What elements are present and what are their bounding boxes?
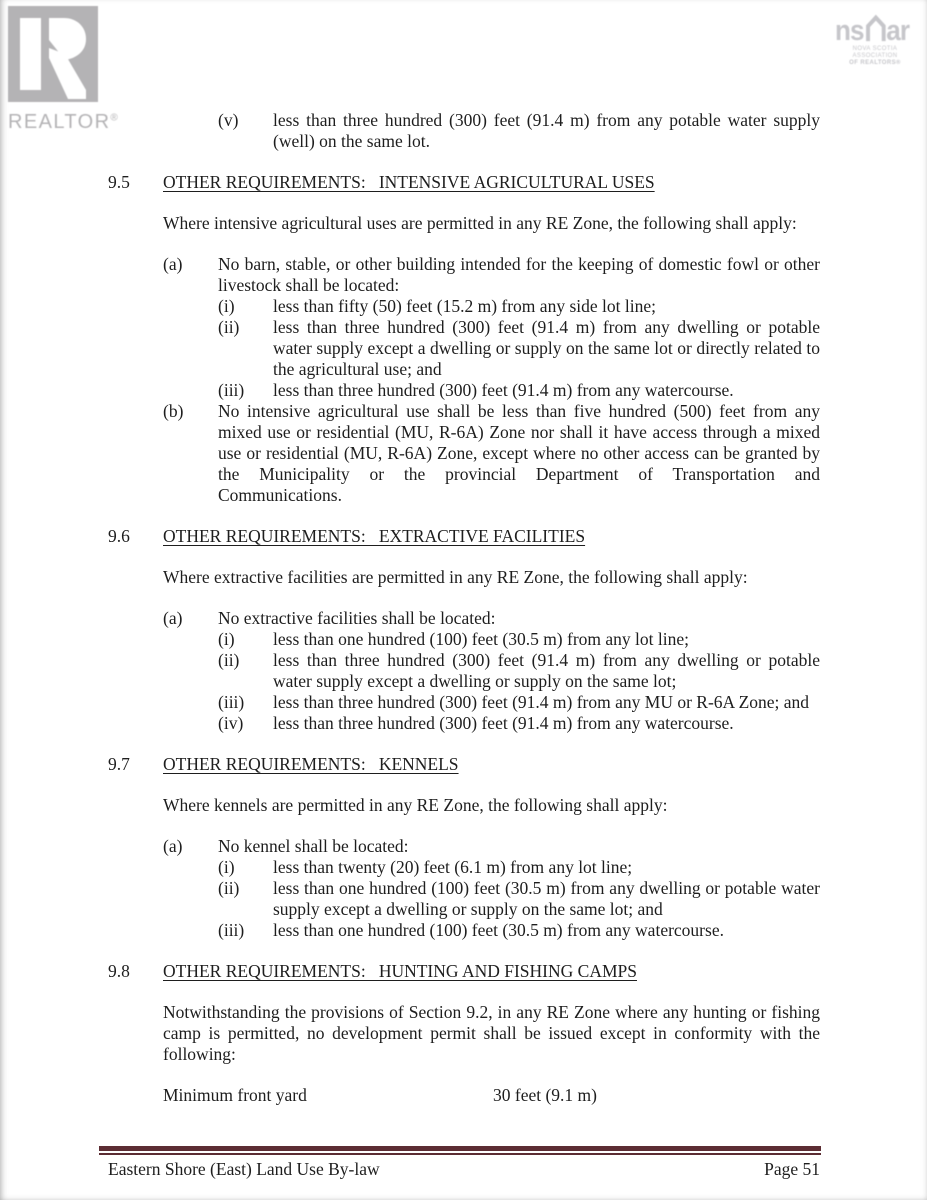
section-9-5 [108,172,820,506]
section-title: OTHER REQUIREMENTS: INTENSIVE AGRICULTURAL USES [163,172,655,192]
nsar-tagline-line2: OF REALTORS® [849,60,901,66]
section-title: OTHER REQUIREMENTS: EXTRACTIVE FACILITIES [163,526,586,546]
house-icon [868,18,884,42]
list-subitem-i [218,629,820,650]
list-subitem-i [218,296,820,317]
list-subitem-ii [218,317,820,380]
subitem-text: less than three hundred (300) feet (91.4 m) from any dwelling or potable water supply except a dwelling or supply on the same lot or directly related to the agricultural use; and [273,317,820,379]
realtor-wordmark [8,111,118,134]
list-item-b [163,401,820,506]
list-subitem-iii [218,380,820,401]
section-heading-row [108,754,820,775]
item-marker: (a) [163,254,183,274]
subitem-marker: (iii) [218,920,245,940]
requirement-row [163,1085,820,1106]
section-heading-row [108,961,820,982]
section-heading-row [108,526,820,547]
subitem-marker: (iii) [218,380,245,400]
footer-page-number: Page 51 [764,1159,820,1179]
subitem-marker: (ii) [218,650,240,670]
subitem-marker: (ii) [218,317,240,337]
section-intro: Notwithstanding the provisions of Section 9.2, in any RE Zone where any hunting or fishing camp is permitted, no development permit shall be issued except in conformity with the following: [163,1002,820,1064]
list-item-a [163,608,820,629]
subitem-text: less than three hundred (300) feet (91.4 m) from any watercourse. [273,713,734,733]
realtor-r-block-icon [8,6,98,102]
item-marker: (a) [163,836,183,856]
footer-rule [99,1146,821,1155]
list-subitem-iv [218,713,820,734]
subitem-marker: (i) [218,857,235,877]
section-9-6 [108,526,820,734]
subitem-text: less than one hundred (100) feet (30.5 m) from any lot line; [273,629,690,649]
list-subitem-i [218,857,820,878]
item-marker: (b) [163,401,184,421]
nsar-brandmark [835,12,915,44]
section-number: 9.6 [108,526,130,546]
subitem-marker: (ii) [218,878,240,898]
realtor-wordmark-text: REALTOR [8,111,111,133]
nsar-tagline [835,46,915,67]
section-list [108,608,820,734]
subitem-text: less than one hundred (100) feet (30.5 m) from any watercourse. [273,920,724,940]
section-title: OTHER REQUIREMENTS: HUNTING AND FISHING CAMPS [163,961,637,981]
section-list [108,254,820,506]
item-marker: (a) [163,608,183,628]
list-subitem-ii [218,650,820,692]
section-title: OTHER REQUIREMENTS: KENNELS [163,754,459,774]
section-9-8 [108,961,820,1106]
item-text: No extractive facilities shall be located: [218,608,496,628]
subitem-text: less than three hundred (300) feet (91.4 m) from any MU or R-6A Zone; and [273,692,810,712]
subitem-text: less than twenty (20) feet (6.1 m) from any lot line; [273,857,633,877]
subitem-marker: (i) [218,296,235,316]
list-subitem-ii [218,878,820,920]
list-subitem-iii [218,692,820,713]
section-intro: Where extractive facilities are permitted in any RE Zone, the following shall apply: [163,567,748,587]
subitem-marker: (v) [218,110,239,130]
requirement-value: 30 feet (9.1 m) [493,1085,597,1105]
list-item-a [163,836,820,857]
registered-mark: ® [110,112,118,124]
realtor-logo [8,6,118,134]
subitem-marker: (iii) [218,692,245,712]
section-intro: Where intensive agricultural uses are permitted in any RE Zone, the following shall apply: [163,213,797,233]
section-number: 9.8 [108,961,130,981]
nsar-logo [835,12,915,67]
subitem-text: less than three hundred (300) feet (91.4 m) from any watercourse. [273,380,734,400]
nsar-brand-right: ar [886,14,910,44]
nsar-tagline-line1: NOVA SCOTIA ASSOCIATION [852,46,898,59]
section-number: 9.5 [108,172,130,192]
subitem-text: less than three hundred (300) feet (91.4 m) from any dwelling or potable water supply except a dwelling or supply on the same lot; [273,650,820,691]
carryover-subitem-v [218,110,820,152]
subitem-text: less than three hundred (300) feet (91.4 m) from any potable water supply (well) on the same lot. [273,110,820,151]
section-number: 9.7 [108,754,130,774]
list-subitem-iii [218,920,820,941]
list-item-a [163,254,820,296]
footer-document-title: Eastern Shore (East) Land Use By-law [108,1159,380,1179]
subitem-marker: (i) [218,629,235,649]
section-list [108,836,820,941]
requirement-label: Minimum front yard [163,1085,307,1105]
document-body [108,110,820,1106]
item-text: No barn, stable, or other building intended for the keeping of domestic fowl or other livestock shall be located: [218,254,820,295]
section-intro: Where kennels are permitted in any RE Zone, the following shall apply: [163,795,668,815]
subitem-text: less than fifty (50) feet (15.2 m) from any side lot line; [273,296,656,316]
section-heading-row [108,172,820,193]
subitem-text: less than one hundred (100) feet (30.5 m) from any dwelling or potable water supply except a dwelling or supply on the same lot; and [273,878,820,919]
section-9-7 [108,754,820,941]
subitem-marker: (iv) [218,713,244,733]
nsar-brand-left: ns [835,14,864,44]
item-text: No kennel shall be located: [218,836,409,856]
item-text: No intensive agricultural use shall be less than five hundred (500) feet from any mixed use or residential (MU, R-6A) Zone nor shall it have access through a mixed use or residential (MU, R-6A) Zone, except where no other access can be granted by the Municipality or the provincial Department of Transportation and Communications. [218,401,820,505]
page-footer [108,1159,820,1180]
